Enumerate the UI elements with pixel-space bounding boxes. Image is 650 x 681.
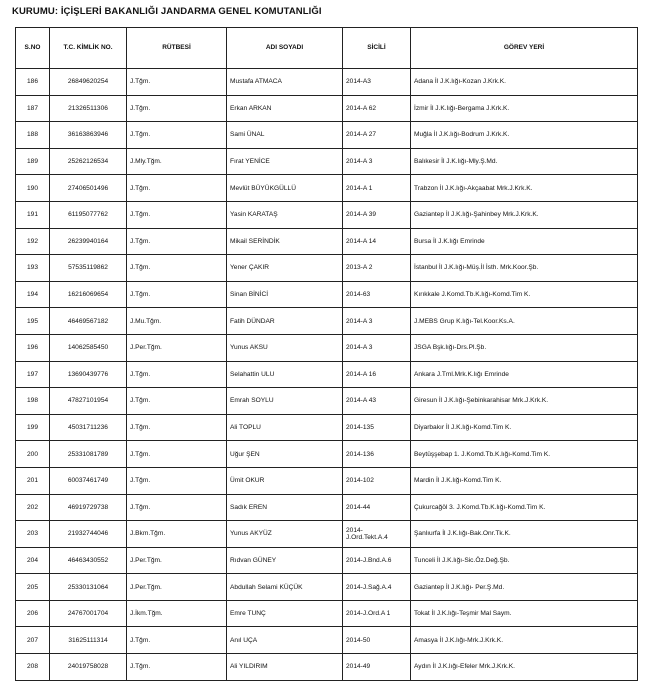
cell-rank: J.Mly.Tğm. (127, 148, 227, 175)
cell-duty-place: JSGA Bşk.lığı-Drs.Pl.Şb. (411, 334, 638, 361)
cell-sicil: 2014-A 3 (343, 148, 411, 175)
cell-rank: J.Tğm. (127, 255, 227, 282)
cell-tc-no: 46463430552 (50, 547, 127, 574)
cell-name: Sinan BİNİCİ (227, 281, 343, 308)
cell-duty-place: J.MEBS Grup K.lığı-Tel.Koor.Ks.A. (411, 308, 638, 335)
cell-tc-no: 36163863946 (50, 122, 127, 149)
cell-sno: 198 (16, 388, 50, 415)
cell-tc-no: 25262126534 (50, 148, 127, 175)
cell-sicil-line: J.Ord.Tekt.A.4 (346, 533, 388, 541)
cell-rank: J.Tğm. (127, 122, 227, 149)
cell-rank: J.Tğm. (127, 95, 227, 122)
cell-sno: 190 (16, 175, 50, 202)
cell-duty-place: Bursa İl J.K.lığı Emrinde (411, 228, 638, 255)
cell-rank: J.İkm.Tğm. (127, 600, 227, 627)
cell-sno: 195 (16, 308, 50, 335)
cell-name: Yener ÇAKIR (227, 255, 343, 282)
cell-name: Yasin KARATAŞ (227, 201, 343, 228)
cell-rank: J.Tğm. (127, 361, 227, 388)
cell-sno: 206 (16, 600, 50, 627)
cell-tc-no: 45031711236 (50, 414, 127, 441)
cell-duty-place: Beytüşşebap 1. J.Komd.Tb.K.lığı-Komd.Tim K. (411, 441, 638, 468)
cell-tc-no: 61195077762 (50, 201, 127, 228)
cell-rank: J.Tğm. (127, 281, 227, 308)
cell-tc-no: 24767001704 (50, 600, 127, 627)
cell-rank: J.Tğm. (127, 467, 227, 494)
cell-tc-no: 27406501496 (50, 175, 127, 202)
cell-sno: 186 (16, 69, 50, 96)
cell-tc-no: 21932744046 (50, 521, 127, 548)
cell-duty-place: İzmir İl J.K.lığı-Bergama J.Krk.K. (411, 95, 638, 122)
table-row (16, 441, 638, 468)
cell-sicil: 2014-136 (343, 441, 411, 468)
cell-sno: 197 (16, 361, 50, 388)
table-row (16, 547, 638, 574)
cell-sicil: 2014-A 3 (343, 334, 411, 361)
cell-sicil: 2014-A 43 (343, 388, 411, 415)
cell-tc-no: 16216069654 (50, 281, 127, 308)
cell-duty-place: Çukurcağöl 3. J.Komd.Tb.K.lığı-Komd.Tim K. (411, 494, 638, 521)
cell-rank: J.Tğm. (127, 228, 227, 255)
cell-tc-no: 60037461749 (50, 467, 127, 494)
cell-tc-no: 26849620254 (50, 69, 127, 96)
cell-duty-place: Kırıkkale J.Komd.Tb.K.lığı-Komd.Tim K. (411, 281, 638, 308)
table-row (16, 122, 638, 149)
cell-sno: 187 (16, 95, 50, 122)
table-row (16, 467, 638, 494)
cell-name: Rıdvan GÜNEY (227, 547, 343, 574)
cell-sicil: 2014-49 (343, 654, 411, 681)
cell-name: Uğur ŞEN (227, 441, 343, 468)
header-rutbe: RÜTBESİ (127, 28, 227, 69)
cell-name: Mustafa ATMACA (227, 69, 343, 96)
cell-sno: 194 (16, 281, 50, 308)
cell-sno: 199 (16, 414, 50, 441)
cell-rank: J.Tğm. (127, 175, 227, 202)
cell-sicil: 2014-A 16 (343, 361, 411, 388)
cell-tc-no: 46919729738 (50, 494, 127, 521)
cell-rank: J.Tğm. (127, 388, 227, 415)
cell-sno: 205 (16, 574, 50, 601)
cell-rank: J.Mu.Tğm. (127, 308, 227, 335)
cell-rank: J.Tğm. (127, 201, 227, 228)
cell-sno: 196 (16, 334, 50, 361)
table-row (16, 308, 638, 335)
cell-sicil-line: 2014- (346, 526, 363, 534)
cell-name: Erkan ARKAN (227, 95, 343, 122)
personnel-table (15, 27, 638, 681)
cell-sno: 204 (16, 547, 50, 574)
cell-name: Sami ÜNAL (227, 122, 343, 149)
cell-name: Fırat YENİCE (227, 148, 343, 175)
cell-tc-no: 14062585450 (50, 334, 127, 361)
table-row (16, 228, 638, 255)
table-row (16, 334, 638, 361)
cell-tc-no: 26239940164 (50, 228, 127, 255)
cell-sicil: 2014-A 14 (343, 228, 411, 255)
cell-duty-place: Mardin İl J.K.lığı-Komd.Tim K. (411, 467, 638, 494)
cell-sicil: 2014-A 62 (343, 95, 411, 122)
document-title: KURUMU: İÇİŞLERİ BAKANLIĞI JANDARMA GENEL KOMUTANLIĞI (12, 6, 322, 17)
cell-tc-no: 46469567182 (50, 308, 127, 335)
cell-rank: J.Tğm. (127, 494, 227, 521)
cell-rank: J.Tğm. (127, 414, 227, 441)
table-row (16, 148, 638, 175)
cell-sicil: 2014-A3 (343, 69, 411, 96)
cell-tc-no: 57535119862 (50, 255, 127, 282)
cell-rank: J.Tğm. (127, 654, 227, 681)
cell-duty-place: Tokat İl J.K.lığı-Teşmir Mal Saym. (411, 600, 638, 627)
cell-name: Ali YILDIRIM (227, 654, 343, 681)
cell-sno: 191 (16, 201, 50, 228)
cell-sno: 208 (16, 654, 50, 681)
cell-sicil: 2014-A 27 (343, 122, 411, 149)
cell-duty-place: Aydın İl J.K.lığı-Efeler Mrk.J.Krk.K. (411, 654, 638, 681)
cell-name: Sadık EREN (227, 494, 343, 521)
cell-rank: J.Tğm. (127, 69, 227, 96)
cell-name: Yunus AKYÜZ (227, 521, 343, 548)
cell-rank: J.Tğm. (127, 627, 227, 654)
cell-name: Ali TOPLU (227, 414, 343, 441)
cell-name: Emre TUNÇ (227, 600, 343, 627)
cell-duty-place: Balıkesir İl J.K.lığı-Mly.Ş.Md. (411, 148, 638, 175)
cell-sicil: 2014-44 (343, 494, 411, 521)
table-row (16, 494, 638, 521)
cell-duty-place: Ankara J.Tml.Mrk.K.lığı Emrinde (411, 361, 638, 388)
header-tc: T.C. KİMLİK NO. (50, 28, 127, 69)
cell-sno: 203 (16, 521, 50, 548)
cell-duty-place: Amasya İl J.K.lığı-Mrk.J.Krk.K. (411, 627, 638, 654)
cell-name: Yunus AKSU (227, 334, 343, 361)
cell-duty-place: Gaziantep İl J.K.lığı- Per.Ş.Md. (411, 574, 638, 601)
cell-sicil: 2014-J.Ord.A 1 (343, 600, 411, 627)
cell-tc-no: 31625111314 (50, 627, 127, 654)
cell-sno: 207 (16, 627, 50, 654)
table-row (16, 255, 638, 282)
cell-duty-place: Trabzon İl J.K.lığı-Akçaabat Mrk.J.Krk.K. (411, 175, 638, 202)
table-row (16, 388, 638, 415)
cell-duty-place: Gaziantep İl J.K.lığı-Şahinbey Mrk.J.Krk.K. (411, 201, 638, 228)
table-row (16, 654, 638, 681)
table-row (16, 521, 638, 548)
cell-duty-place: İstanbul İl J.K.lığı-Müş.İl İsth. Mrk.Koor.Şb. (411, 255, 638, 282)
cell-sicil: 2014-A 1 (343, 175, 411, 202)
table-header-row (16, 28, 638, 69)
cell-sicil: 2014-A 39 (343, 201, 411, 228)
cell-sno: 202 (16, 494, 50, 521)
cell-tc-no: 13690439776 (50, 361, 127, 388)
cell-sicil (343, 521, 411, 548)
header-sno: S.NO (16, 28, 50, 69)
table-row (16, 414, 638, 441)
cell-name: Selahattin ULU (227, 361, 343, 388)
cell-name: Emrah SOYLU (227, 388, 343, 415)
header-gorev: GÖREV YERİ (411, 28, 638, 69)
table-row (16, 600, 638, 627)
cell-sno: 188 (16, 122, 50, 149)
cell-sicil: 2014-135 (343, 414, 411, 441)
cell-sno: 200 (16, 441, 50, 468)
cell-duty-place: Adana İl J.K.lığı-Kozan J.Krk.K. (411, 69, 638, 96)
cell-name: Fatih DÜNDAR (227, 308, 343, 335)
cell-tc-no: 47827101954 (50, 388, 127, 415)
table-row (16, 574, 638, 601)
cell-name: Mikail SERİNDİK (227, 228, 343, 255)
cell-rank: J.Per.Tğm. (127, 547, 227, 574)
cell-duty-place: Diyarbakır İl J.K.lığı-Komd.Tim K. (411, 414, 638, 441)
cell-sicil: 2014-J.Bnd.A.6 (343, 547, 411, 574)
cell-sno: 189 (16, 148, 50, 175)
cell-sicil: 2014-50 (343, 627, 411, 654)
cell-name: Anıl UÇA (227, 627, 343, 654)
table-row (16, 69, 638, 96)
cell-sno: 193 (16, 255, 50, 282)
header-adsoyad: ADI SOYADI (227, 28, 343, 69)
table-row (16, 627, 638, 654)
cell-sicil: 2014-J.Sağ.A.4 (343, 574, 411, 601)
cell-tc-no: 24019758028 (50, 654, 127, 681)
table-row (16, 175, 638, 202)
table-row (16, 361, 638, 388)
cell-sno: 192 (16, 228, 50, 255)
cell-sicil: 2013-A 2 (343, 255, 411, 282)
cell-duty-place: Giresun İl J.K.lığı-Şebinkarahisar Mrk.J.Krk.K. (411, 388, 638, 415)
cell-sicil: 2014-A 3 (343, 308, 411, 335)
table-row (16, 95, 638, 122)
cell-name: Mevlüt BÜYÜKGÜLLÜ (227, 175, 343, 202)
cell-sicil: 2014-102 (343, 467, 411, 494)
cell-name: Abdullah Selami KÜÇÜK (227, 574, 343, 601)
cell-duty-place: Şanlıurfa İl J.K.lığı-Bak.Onr.Tk.K. (411, 521, 638, 548)
cell-rank: J.Per.Tğm. (127, 574, 227, 601)
cell-duty-place: Muğla İl J.K.lığı-Bodrum J.Krk.K. (411, 122, 638, 149)
cell-name: Ümit OKUR (227, 467, 343, 494)
cell-tc-no: 21326511306 (50, 95, 127, 122)
cell-rank: J.Bkm.Tğm. (127, 521, 227, 548)
table-row (16, 201, 638, 228)
cell-rank: J.Per.Tğm. (127, 334, 227, 361)
cell-sno: 201 (16, 467, 50, 494)
header-sicil: SİCİLİ (343, 28, 411, 69)
cell-tc-no: 25330131064 (50, 574, 127, 601)
cell-sicil: 2014-63 (343, 281, 411, 308)
cell-rank: J.Tğm. (127, 441, 227, 468)
cell-tc-no: 25331081789 (50, 441, 127, 468)
table-row (16, 281, 638, 308)
cell-duty-place: Tunceli İl J.K.lığı-Sic.Öz.Değ.Şb. (411, 547, 638, 574)
